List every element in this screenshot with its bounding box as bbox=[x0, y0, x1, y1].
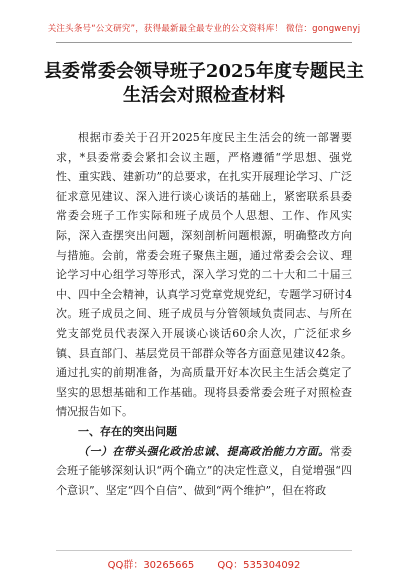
intro-paragraph: 根据市委关于召开2025年度民主生活会的统一部署要求，*县委常委会紧扣会议主题，严格遵循“学思想、强党性、重实践、建新功”的总要求，在扎实开展理论学习、广泛征求意见建议、深入进行谈心谈话的基础上，紧密联系县委常委会班子工作实际和班子成员个人思想、工作、作风实际，深入查摆突出问题，深刻剖析问题根源，明确整改方向与措施。会前，常委会班子聚焦主题，通过常委会会议、理论学习中心组学习等形式，深入学习党的二十大和二十届三中、四中全会精神，认真学习党章党规党纪，专题学习研讨4次。班子成员之间、班子成员与分管领域负责同志、与所在党支部党员代表深入开展谈心谈话60余人次，广泛征求乡镇、县直部门、基层党员干部群众等各方面意见建议42条。通过扎实的前期准备，为高质量开好本次民主生活会奠定了坚实的思想基础和工作基础。现将县委常委会班子对照检查情况报告如下。 bbox=[56, 131, 352, 419]
subsection-body-1: 常委会班子能够深刻认识“两个确立”的决定性意义，自觉增强“四个意识”、坚定“四个自信”、做到“两个维护”，但在将政 bbox=[56, 444, 353, 497]
qq-number: QQ：535304092 bbox=[217, 560, 301, 571]
footer-contact bbox=[0, 556, 408, 571]
document-body bbox=[56, 128, 352, 500]
document-title: 县委常委会领导班子2025年度专题民主生活会对照检查材料 bbox=[43, 61, 365, 106]
subsection-heading-1: （一）在带头强化政治忠诚、提高政治能力方面。 bbox=[78, 444, 330, 458]
footer-divider bbox=[56, 550, 352, 551]
subsection-paragraph-1 bbox=[56, 442, 352, 501]
section-heading-1: 一、存在的突出问题 bbox=[78, 424, 177, 438]
top-banner: 关注头条号“公文研究”，获得最新最全最专业的公文资料库！ 微信：gongwenyj bbox=[47, 24, 361, 34]
header-divider bbox=[56, 42, 352, 43]
qq-group-number: QQ群：30265665 bbox=[107, 560, 195, 571]
